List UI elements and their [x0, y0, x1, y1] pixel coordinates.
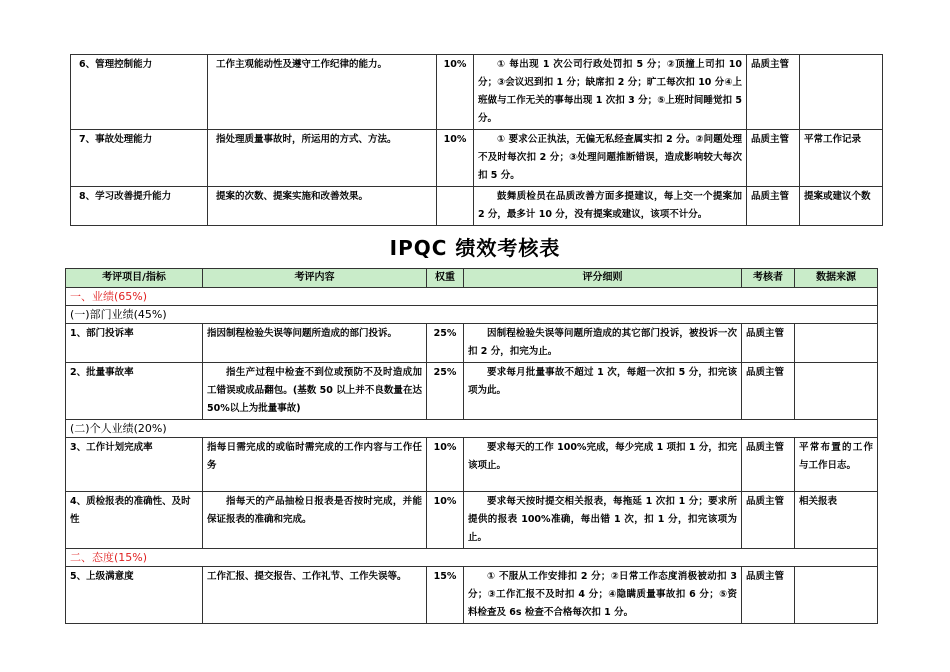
detail-cell: ① 不服从工作安排扣 2 分；②日常工作态度消极被动扣 3 分；③工作汇报不及时扣 4 分；④隐瞒质量事故扣 6 分；⑤资料检查及 6s 检查不合格每次扣 1 分。: [464, 567, 742, 624]
source-cell: [795, 363, 878, 420]
assessor-cell: 品质主管: [742, 363, 795, 420]
assessor-cell: 品质主管: [742, 492, 795, 549]
weight-cell: 25%: [427, 324, 464, 363]
subsection-row: [66, 420, 878, 438]
detail-cell: 要求每天按时提交相关报表，每拖延 1 次扣 1 分；要求所提供的报表 100%准确，每出错 1 次，扣 1 分，扣完该项为止。: [464, 492, 742, 549]
item-cell: 6、管理控制能力: [71, 55, 208, 130]
item-cell: 4、质检报表的准确性、及时性: [66, 492, 203, 549]
content-cell: 指处理质量事故时，所运用的方式、方法。: [208, 130, 437, 187]
section-attitude: 二、态度(15%): [66, 549, 878, 567]
table-row: [66, 492, 878, 549]
content-cell: 工作主观能动性及遵守工作纪律的能力。: [208, 55, 437, 130]
item-cell: 8、学习改善提升能力: [71, 187, 208, 226]
item-cell: 7、事故处理能力: [71, 130, 208, 187]
weight-cell: 25%: [427, 363, 464, 420]
detail-cell: ① 每出现 1 次公司行政处罚扣 5 分；②顶撞上司扣 10 分；③会议迟到扣 1 分；缺席扣 2 分；旷工每次扣 10 分④上班做与工作无关的事每出现 1 次扣 3 分；⑤上班时间睡觉扣 5 分。: [474, 55, 747, 130]
source-cell: 平常工作记录: [800, 130, 883, 187]
source-cell: 平常布置的工作与工作日志。: [795, 438, 878, 492]
weight-cell: 10%: [437, 130, 474, 187]
page-title: IPQC 绩效考核表: [389, 236, 561, 260]
subsection-row: [66, 306, 878, 324]
weight-cell: 10%: [437, 55, 474, 130]
weight-cell: 15%: [427, 567, 464, 624]
table-row: [66, 438, 878, 492]
section-row: [66, 549, 878, 567]
assessor-cell: 品质主管: [742, 567, 795, 624]
ipqc-evaluation-table: [65, 268, 878, 624]
top-evaluation-table: [70, 54, 883, 226]
header-weight: 权重: [427, 269, 464, 288]
table-row: [66, 363, 878, 420]
header-detail: 评分细则: [464, 269, 742, 288]
item-cell: 3、工作计划完成率: [66, 438, 203, 492]
table-row: [66, 567, 878, 624]
assessor-cell: 品质主管: [747, 130, 800, 187]
content-cell: 提案的次数、提案实施和改善效果。: [208, 187, 437, 226]
detail-cell: ① 要求公正执法，无偏无私经查属实扣 2 分。②问题处理不及时每次扣 2 分；③处理问题推断错误，造成影响较大每次扣 5 分。: [474, 130, 747, 187]
source-cell: [795, 324, 878, 363]
content-cell: 指每天的产品抽检日报表是否按时完成，并能保证报表的准确和完成。: [203, 492, 427, 549]
content-cell: 工作汇报、提交报告、工作礼节、工作失误等。: [203, 567, 427, 624]
header-row: [66, 269, 878, 288]
weight-cell: 10%: [427, 492, 464, 549]
table-row: [71, 55, 883, 130]
detail-cell: 要求每月批量事故不超过 1 次，每超一次扣 5 分，扣完该项为此。: [464, 363, 742, 420]
assessor-cell: 品质主管: [742, 438, 795, 492]
assessor-cell: 品质主管: [742, 324, 795, 363]
detail-cell: 因制程检验失误等问题所造成的其它部门投诉，被投诉一次扣 2 分，扣完为止。: [464, 324, 742, 363]
assessor-cell: 品质主管: [747, 55, 800, 130]
content-cell: 指每日需完成的或临时需完成的工作内容与工作任务: [203, 438, 427, 492]
subsection-personal: (二)个人业绩(20%): [66, 420, 878, 438]
section-performance: 一、业绩(65%): [66, 288, 878, 306]
header-source: 数据来源: [795, 269, 878, 288]
item-cell: 1、部门投诉率: [66, 324, 203, 363]
table-row: [71, 187, 883, 226]
item-cell: 5、上级满意度: [66, 567, 203, 624]
header-assessor: 考核者: [742, 269, 795, 288]
detail-cell: 要求每天的工作 100%完成，每少完成 1 项扣 1 分，扣完该项止。: [464, 438, 742, 492]
source-cell: [795, 567, 878, 624]
content-cell: 指因制程检验失误等问题所造成的部门投诉。: [203, 324, 427, 363]
content-cell: 指生产过程中检查不到位或预防不及时造成加工错误或成品翻包。(基数 50 以上并不良数量在达 50%以上为批量事故): [203, 363, 427, 420]
weight-cell: 10%: [427, 438, 464, 492]
section-row: [66, 288, 878, 306]
detail-cell: 鼓舞质检员在品质改善方面多提建议，每上交一个提案加 2 分，最多计 10 分，没有提案或建议，该项不计分。: [474, 187, 747, 226]
weight-cell: [437, 187, 474, 226]
table-row: [71, 130, 883, 187]
item-cell: 2、批量事故率: [66, 363, 203, 420]
header-content: 考评内容: [203, 269, 427, 288]
subsection-department: (一)部门业绩(45%): [66, 306, 878, 324]
header-item: 考评项目/指标: [66, 269, 203, 288]
source-cell: [800, 55, 883, 130]
assessor-cell: 品质主管: [747, 187, 800, 226]
table-row: [66, 324, 878, 363]
source-cell: 提案或建议个数: [800, 187, 883, 226]
source-cell: 相关报表: [795, 492, 878, 549]
